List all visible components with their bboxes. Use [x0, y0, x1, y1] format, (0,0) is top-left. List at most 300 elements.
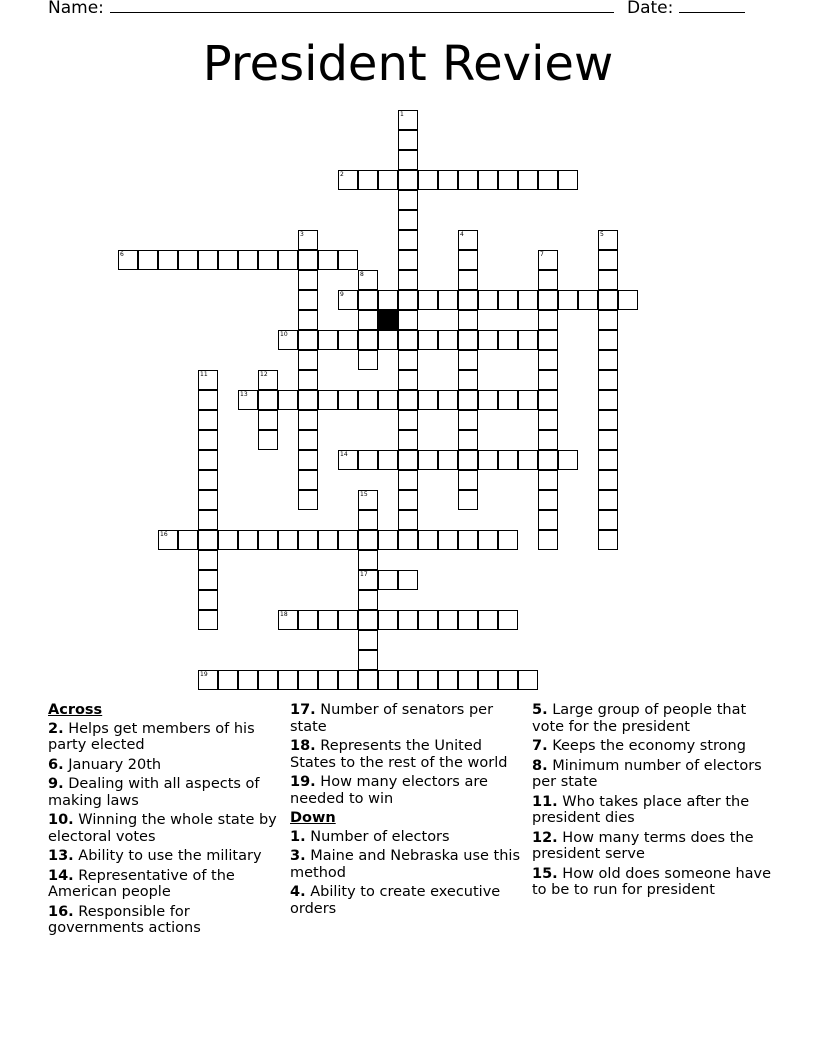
grid-cell[interactable]	[418, 450, 438, 470]
grid-cell[interactable]	[518, 290, 538, 310]
grid-cell[interactable]	[358, 530, 378, 550]
grid-cell[interactable]	[458, 330, 478, 350]
grid-cell[interactable]	[238, 250, 258, 270]
grid-cell[interactable]	[498, 530, 518, 550]
grid-cell[interactable]	[598, 230, 618, 250]
grid-cell[interactable]	[518, 390, 538, 410]
grid-cell[interactable]	[218, 530, 238, 550]
grid-cell[interactable]	[598, 370, 618, 390]
grid-cell[interactable]	[398, 290, 418, 310]
grid-cell[interactable]	[538, 410, 558, 430]
clue-text: January 20th	[63, 756, 162, 773]
clue-number: 12.	[532, 829, 558, 846]
cell-number: 5	[600, 231, 604, 238]
grid-cell[interactable]	[398, 210, 418, 230]
clue-text: Representative of the American people	[48, 867, 235, 900]
clue-number: 7.	[532, 738, 548, 754]
grid-cell[interactable]	[298, 670, 318, 690]
grid-cell[interactable]	[398, 310, 418, 330]
grid-cell[interactable]	[398, 450, 418, 470]
grid-cell[interactable]	[358, 330, 378, 350]
grid-cell[interactable]	[238, 530, 258, 550]
grid-cell[interactable]	[378, 450, 398, 470]
cell-number: 11	[200, 371, 208, 378]
date-label: Date:	[627, 0, 674, 18]
clue-number: 16.	[48, 903, 74, 920]
grid-cell[interactable]	[538, 350, 558, 370]
grid-cell[interactable]	[278, 390, 298, 410]
clue-number: 10.	[48, 812, 74, 828]
grid-cell[interactable]	[538, 530, 558, 550]
grid-cell[interactable]	[398, 390, 418, 410]
black-cell	[378, 310, 398, 330]
grid-cell[interactable]	[598, 310, 618, 330]
grid-cell[interactable]	[398, 510, 418, 530]
grid-cell[interactable]	[318, 250, 338, 270]
grid-cell[interactable]	[398, 490, 418, 510]
grid-cell[interactable]	[378, 390, 398, 410]
clue-text: How old does someone have to be to run for president	[532, 865, 772, 898]
clue-item	[532, 758, 772, 791]
grid-cell[interactable]	[338, 290, 358, 310]
grid-cell[interactable]	[458, 270, 478, 290]
grid-cell[interactable]	[458, 670, 478, 690]
clue-text: Number of senators per state	[290, 702, 494, 735]
cell-number: 6	[120, 251, 124, 258]
grid-cell[interactable]	[298, 410, 318, 430]
grid-cell[interactable]	[218, 670, 238, 690]
grid-cell[interactable]	[198, 250, 218, 270]
grid-cell[interactable]	[198, 590, 218, 610]
grid-cell[interactable]	[478, 290, 498, 310]
grid-cell[interactable]	[438, 610, 458, 630]
cell-number: 16	[160, 531, 168, 538]
clue-text: Who takes place after the president dies	[532, 793, 750, 826]
grid-cell[interactable]	[278, 610, 298, 630]
grid-cell[interactable]	[298, 250, 318, 270]
cell-number: 1	[400, 111, 404, 118]
grid-cell[interactable]	[598, 330, 618, 350]
grid-cell[interactable]	[598, 450, 618, 470]
grid-cell[interactable]	[598, 510, 618, 530]
clue-number: 11.	[532, 793, 558, 810]
clue-number: 9.	[48, 776, 64, 792]
grid-cell[interactable]	[198, 450, 218, 470]
grid-cell[interactable]	[138, 250, 158, 270]
cell-number: 13	[240, 391, 248, 398]
grid-cell[interactable]	[518, 450, 538, 470]
grid-cell[interactable]	[358, 590, 378, 610]
grid-cell[interactable]	[378, 290, 398, 310]
grid-cell[interactable]	[198, 570, 218, 590]
clue-text: Represents the United States to the rest of the world	[290, 738, 508, 771]
grid-cell[interactable]	[298, 450, 318, 470]
grid-cell[interactable]	[478, 530, 498, 550]
date-line[interactable]	[679, 0, 745, 13]
grid-cell[interactable]	[358, 510, 378, 530]
grid-cell[interactable]	[338, 530, 358, 550]
grid-cell[interactable]	[538, 510, 558, 530]
cell-number: 4	[460, 231, 464, 238]
grid-cell[interactable]	[338, 170, 358, 190]
grid-cell[interactable]	[598, 530, 618, 550]
grid-cell[interactable]	[438, 170, 458, 190]
grid-cell[interactable]	[458, 230, 478, 250]
grid-cell[interactable]	[298, 350, 318, 370]
grid-cell[interactable]	[358, 270, 378, 290]
cell-number: 12	[260, 371, 268, 378]
grid-cell[interactable]	[298, 370, 318, 390]
grid-cell[interactable]	[398, 130, 418, 150]
grid-cell[interactable]	[498, 670, 518, 690]
grid-cell[interactable]	[498, 330, 518, 350]
clue-number: 15.	[532, 865, 558, 882]
grid-cell[interactable]	[558, 450, 578, 470]
grid-cell[interactable]	[298, 310, 318, 330]
grid-cell[interactable]	[538, 290, 558, 310]
grid-cell[interactable]	[178, 250, 198, 270]
clue-number: 14.	[48, 867, 74, 884]
grid-cell[interactable]	[358, 390, 378, 410]
grid-cell[interactable]	[458, 370, 478, 390]
grid-cell[interactable]	[298, 470, 318, 490]
grid-cell[interactable]	[578, 290, 598, 310]
grid-cell[interactable]	[598, 490, 618, 510]
grid-cell[interactable]	[398, 530, 418, 550]
clue-item	[48, 868, 278, 901]
clue-text: Dealing with all aspects of making laws	[48, 776, 260, 809]
grid-cell[interactable]	[438, 330, 458, 350]
grid-cell[interactable]	[618, 290, 638, 310]
grid-cell[interactable]	[338, 450, 358, 470]
grid-cell[interactable]	[598, 410, 618, 430]
grid-cell[interactable]	[358, 350, 378, 370]
grid-cell[interactable]	[318, 330, 338, 350]
grid-cell[interactable]	[338, 610, 358, 630]
clue-column-3	[532, 702, 772, 902]
grid-cell[interactable]	[278, 670, 298, 690]
cell-number: 17	[360, 571, 368, 578]
grid-cell[interactable]	[458, 250, 478, 270]
grid-cell[interactable]	[498, 450, 518, 470]
clue-item	[532, 738, 772, 755]
name-line[interactable]	[110, 0, 614, 13]
grid-cell[interactable]	[458, 470, 478, 490]
clue-number: 3.	[290, 848, 306, 864]
grid-cell[interactable]	[398, 330, 418, 350]
grid-cell[interactable]	[198, 510, 218, 530]
grid-cell[interactable]	[538, 390, 558, 410]
grid-cell[interactable]	[298, 430, 318, 450]
cell-number: 2	[340, 171, 344, 178]
grid-cell[interactable]	[598, 250, 618, 270]
clue-text: Ability to create executive orders	[290, 884, 501, 917]
grid-cell[interactable]	[298, 390, 318, 410]
grid-cell[interactable]	[358, 570, 378, 590]
grid-cell[interactable]	[418, 390, 438, 410]
grid-cell[interactable]	[398, 610, 418, 630]
grid-cell[interactable]	[298, 290, 318, 310]
grid-cell[interactable]	[398, 170, 418, 190]
clue-text: How many electors are needed to win	[290, 774, 488, 807]
grid-cell[interactable]	[598, 270, 618, 290]
clue-item	[290, 774, 522, 807]
clue-item	[532, 702, 772, 735]
grid-cell[interactable]	[398, 350, 418, 370]
clue-number: 1.	[290, 828, 306, 845]
grid-cell[interactable]	[398, 190, 418, 210]
grid-cell[interactable]	[318, 610, 338, 630]
grid-cell[interactable]	[358, 630, 378, 650]
grid-cell[interactable]	[198, 490, 218, 510]
clue-text: Number of electors	[305, 828, 450, 845]
clue-item	[290, 738, 522, 771]
grid-cell[interactable]	[538, 330, 558, 350]
clue-item	[290, 702, 522, 735]
grid-cell[interactable]	[218, 250, 238, 270]
clue-item	[290, 829, 522, 846]
clue-column-2	[290, 702, 522, 920]
grid-cell[interactable]	[238, 390, 258, 410]
grid-cell[interactable]	[338, 670, 358, 690]
name-label: Name:	[48, 0, 104, 18]
grid-cell[interactable]	[298, 530, 318, 550]
grid-cell[interactable]	[358, 550, 378, 570]
grid-cell[interactable]	[478, 390, 498, 410]
grid-cell[interactable]	[258, 430, 278, 450]
grid-cell[interactable]	[538, 450, 558, 470]
grid-cell[interactable]	[258, 670, 278, 690]
grid-cell[interactable]	[358, 170, 378, 190]
clue-text: Large group of people that vote for the president	[532, 702, 747, 735]
clue-number: 18.	[290, 738, 316, 754]
grid-cell[interactable]	[598, 390, 618, 410]
grid-cell[interactable]	[378, 610, 398, 630]
grid-cell[interactable]	[198, 670, 218, 690]
clue-item	[290, 884, 522, 917]
grid-cell[interactable]	[518, 670, 538, 690]
clue-item	[48, 776, 278, 809]
grid-cell[interactable]	[398, 370, 418, 390]
grid-cell[interactable]	[438, 390, 458, 410]
grid-cell[interactable]	[538, 470, 558, 490]
cell-number: 19	[200, 671, 208, 678]
grid-cell[interactable]	[358, 490, 378, 510]
grid-cell[interactable]	[358, 310, 378, 330]
grid-cell[interactable]	[398, 110, 418, 130]
grid-cell[interactable]	[418, 530, 438, 550]
clue-item	[48, 904, 278, 937]
cell-number: 15	[360, 491, 368, 498]
clue-item	[532, 794, 772, 827]
grid-cell[interactable]	[358, 290, 378, 310]
date-field	[627, 0, 745, 19]
grid-cell[interactable]	[238, 670, 258, 690]
grid-cell[interactable]	[378, 670, 398, 690]
grid-cell[interactable]	[458, 490, 478, 510]
clue-number: 6.	[48, 756, 64, 773]
grid-cell[interactable]	[478, 450, 498, 470]
grid-cell[interactable]	[458, 430, 478, 450]
grid-cell[interactable]	[438, 450, 458, 470]
clue-number: 2.	[48, 720, 64, 737]
grid-cell[interactable]	[418, 670, 438, 690]
grid-cell[interactable]	[458, 310, 478, 330]
clue-text: Minimum number of electors per state	[532, 757, 762, 790]
grid-cell[interactable]	[198, 370, 218, 390]
grid-cell[interactable]	[358, 670, 378, 690]
grid-cell[interactable]	[538, 170, 558, 190]
grid-cell[interactable]	[198, 550, 218, 570]
grid-cell[interactable]	[538, 310, 558, 330]
grid-cell[interactable]	[358, 650, 378, 670]
grid-cell[interactable]	[398, 670, 418, 690]
cell-number: 8	[360, 271, 364, 278]
clue-item	[48, 757, 278, 774]
grid-cell[interactable]	[518, 330, 538, 350]
clue-text: Maine and Nebraska use this method	[290, 848, 520, 881]
grid-cell[interactable]	[278, 530, 298, 550]
grid-cell[interactable]	[478, 330, 498, 350]
grid-cell[interactable]	[378, 570, 398, 590]
grid-cell[interactable]	[538, 370, 558, 390]
grid-cell[interactable]	[398, 270, 418, 290]
grid-cell[interactable]	[598, 350, 618, 370]
cell-number: 3	[300, 231, 304, 238]
grid-cell[interactable]	[198, 390, 218, 410]
grid-cell[interactable]	[158, 250, 178, 270]
grid-cell[interactable]	[358, 450, 378, 470]
grid-cell[interactable]	[458, 530, 478, 550]
grid-cell[interactable]	[418, 610, 438, 630]
grid-cell[interactable]	[318, 530, 338, 550]
grid-cell[interactable]	[398, 470, 418, 490]
grid-cell[interactable]	[538, 270, 558, 290]
grid-cell[interactable]	[418, 330, 438, 350]
grid-cell[interactable]	[498, 390, 518, 410]
grid-cell[interactable]	[398, 230, 418, 250]
grid-cell[interactable]	[338, 390, 358, 410]
grid-cell[interactable]	[458, 170, 478, 190]
grid-cell[interactable]	[538, 250, 558, 270]
grid-cell[interactable]	[318, 670, 338, 690]
clue-text: Winning the whole state by electoral votes	[48, 812, 277, 845]
grid-cell[interactable]	[298, 270, 318, 290]
grid-cell[interactable]	[558, 170, 578, 190]
cell-number: 7	[540, 251, 544, 258]
clue-number: 5.	[532, 702, 548, 718]
page-title: President Review	[202, 36, 614, 92]
grid-cell[interactable]	[418, 170, 438, 190]
grid-cell[interactable]	[418, 290, 438, 310]
grid-cell[interactable]	[598, 430, 618, 450]
grid-cell[interactable]	[438, 670, 458, 690]
grid-cell[interactable]	[358, 610, 378, 630]
grid-cell[interactable]	[118, 250, 138, 270]
grid-cell[interactable]	[478, 610, 498, 630]
grid-cell[interactable]	[158, 530, 178, 550]
down-heading: Down	[290, 810, 336, 826]
grid-cell[interactable]	[458, 450, 478, 470]
clue-text: Ability to use the military	[73, 848, 262, 864]
grid-cell[interactable]	[338, 250, 358, 270]
clue-item	[48, 812, 278, 845]
grid-cell[interactable]	[558, 290, 578, 310]
grid-cell[interactable]	[398, 150, 418, 170]
clue-number: 19.	[290, 774, 316, 790]
grid-cell[interactable]	[378, 170, 398, 190]
grid-cell[interactable]	[598, 290, 618, 310]
grid-cell[interactable]	[478, 670, 498, 690]
grid-cell[interactable]	[398, 430, 418, 450]
grid-cell[interactable]	[298, 230, 318, 250]
grid-cell[interactable]	[598, 470, 618, 490]
grid-cell[interactable]	[258, 390, 278, 410]
cell-number: 18	[280, 611, 288, 618]
grid-cell[interactable]	[298, 330, 318, 350]
grid-cell[interactable]	[458, 290, 478, 310]
grid-cell[interactable]	[278, 330, 298, 350]
grid-cell[interactable]	[458, 350, 478, 370]
grid-cell[interactable]	[498, 170, 518, 190]
clue-item	[532, 866, 772, 899]
grid-cell[interactable]	[178, 530, 198, 550]
grid-cell[interactable]	[458, 390, 478, 410]
grid-cell[interactable]	[298, 610, 318, 630]
clue-text: Keeps the economy strong	[547, 738, 746, 754]
clue-number: 13.	[48, 848, 74, 864]
name-field	[48, 0, 614, 19]
clue-column-1	[48, 702, 278, 940]
clue-item	[532, 830, 772, 863]
grid-cell[interactable]	[398, 250, 418, 270]
grid-cell[interactable]	[258, 410, 278, 430]
grid-cell[interactable]	[438, 290, 458, 310]
clue-number: 8.	[532, 757, 548, 774]
grid-cell[interactable]	[378, 530, 398, 550]
grid-cell[interactable]	[398, 570, 418, 590]
grid-cell[interactable]	[198, 470, 218, 490]
grid-cell[interactable]	[198, 610, 218, 630]
grid-cell[interactable]	[538, 490, 558, 510]
grid-cell[interactable]	[478, 170, 498, 190]
clue-text: How many terms does the president serve	[532, 829, 754, 862]
grid-cell[interactable]	[458, 410, 478, 430]
grid-cell[interactable]	[198, 430, 218, 450]
grid-cell[interactable]	[538, 430, 558, 450]
grid-cell[interactable]	[398, 410, 418, 430]
grid-cell[interactable]	[258, 530, 278, 550]
clue-text: Helps get members of his party elected	[48, 720, 255, 753]
cell-number: 14	[340, 451, 348, 458]
clue-number: 17.	[290, 702, 316, 718]
grid-cell[interactable]	[198, 410, 218, 430]
grid-cell[interactable]	[458, 610, 478, 630]
grid-cell[interactable]	[298, 490, 318, 510]
grid-cell[interactable]	[198, 530, 218, 550]
clue-item	[48, 848, 278, 865]
grid-cell[interactable]	[518, 170, 538, 190]
grid-cell[interactable]	[258, 370, 278, 390]
grid-cell[interactable]	[258, 250, 278, 270]
grid-cell[interactable]	[338, 330, 358, 350]
grid-cell[interactable]	[278, 250, 298, 270]
grid-cell[interactable]	[318, 390, 338, 410]
grid-cell[interactable]	[378, 330, 398, 350]
grid-cell[interactable]	[498, 290, 518, 310]
grid-cell[interactable]	[498, 610, 518, 630]
grid-cell[interactable]	[438, 530, 458, 550]
